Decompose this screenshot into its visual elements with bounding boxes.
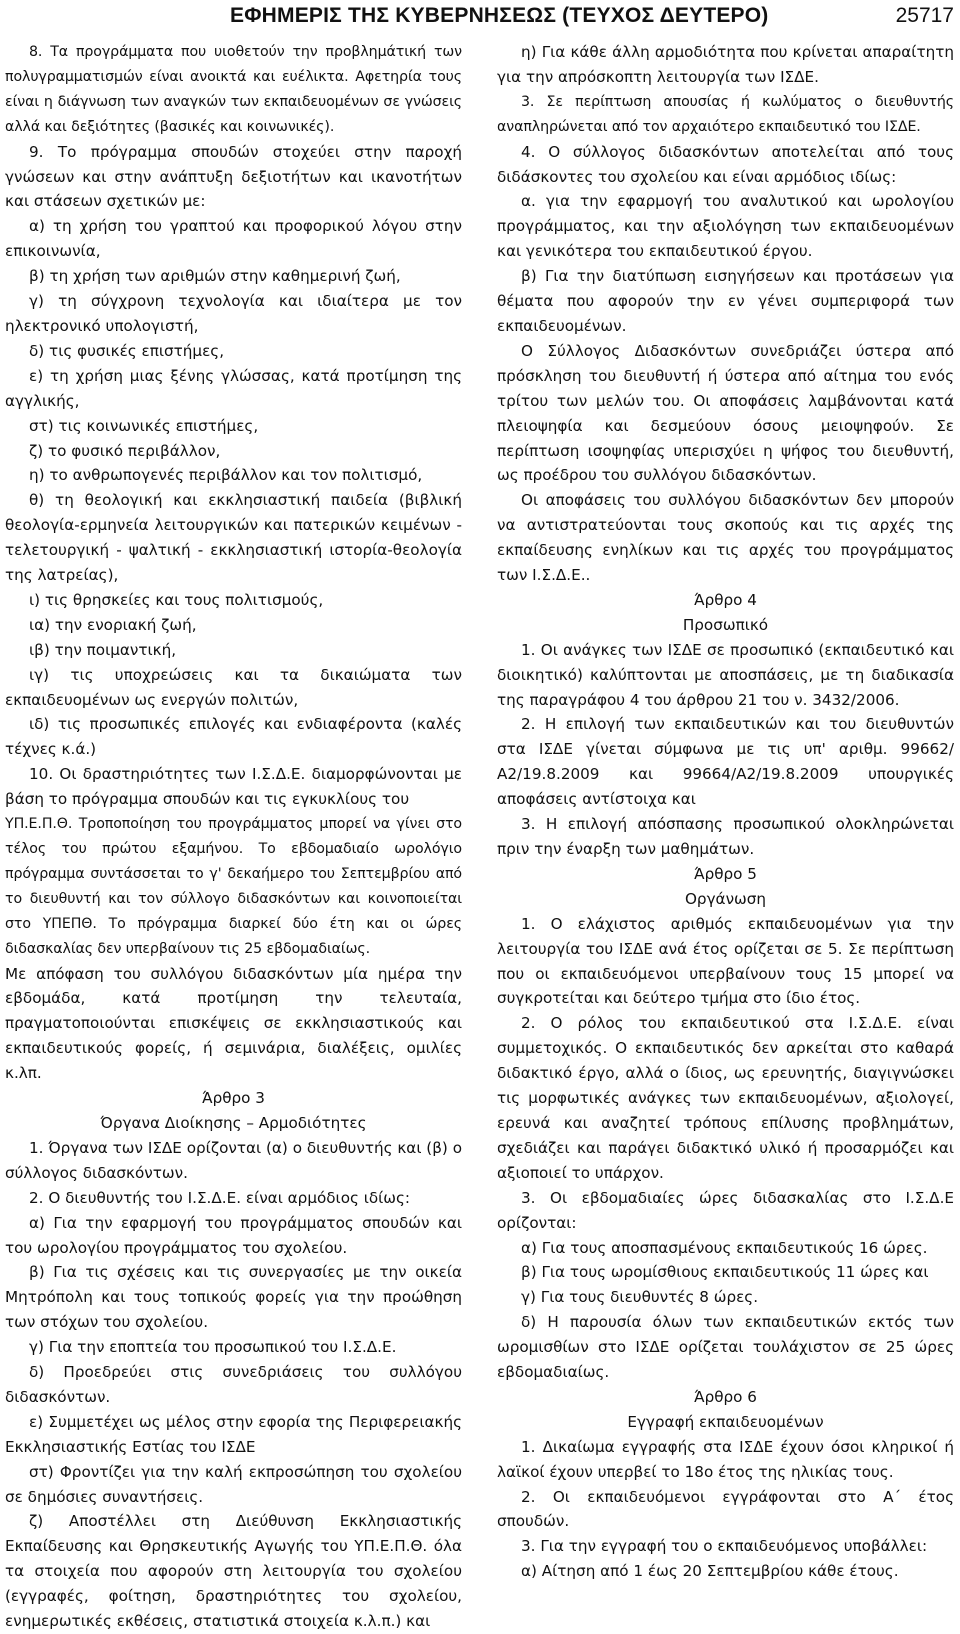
paragraph: 2. Οι εκπαιδευόμενοι εγγράφονται στο Α΄ έτος σπουδών.: [497, 1487, 954, 1531]
paragraph: β) τη χρήση των αριθμών στην καθημερινή ζωή,: [29, 267, 401, 286]
paragraph: γ) Για την εποπτεία του προσωπικού του Ι.Σ.Δ.Ε.: [29, 1338, 397, 1357]
paragraph: στ) τις κοινωνικές επιστήμες,: [29, 416, 259, 435]
paragraph: 9. Το πρόγραμμα σπουδών στοχεύει στην παροχή γνώσεων και στην ανάπτυξη δεξιοτήτων και ικανοτήτων και στάσεων σχετικών με:: [5, 142, 462, 211]
paragraph: β) Για τους ωρομίσθιους εκπαιδευτικούς 11 ώρες και: [521, 1263, 929, 1282]
paragraph: ζ) Αποστέλλει στη Διεύθυνση Εκκλησιαστικής Εκπαίδευσης και Θρησκευτικής Αγωγής του ΥΠ.Ε.Π.Θ. όλα τα στοιχεία που αφορούν στη λειτουργία του σχολείου (εγγραφές, φοίτηση, δραστηριότητες του σχολείου, ενημερωτικές εκθέσεις, στατιστικά στοιχεία κ.λ.π.) και: [5, 1512, 462, 1631]
section-heading: Άρθρο 6: [694, 1387, 757, 1406]
paragraph: α. για την εφαρμογή του αναλυτικού και ωρολογίου προγράμματος, και την αξιολόγηση των εκπαιδευομένων και γενικότερα του εκπαιδευτικού έργου.: [497, 192, 954, 261]
paragraph: 1. Ο ελάχιστος αριθμός εκπαιδευομένων για την λειτουργία του ΙΣΔΕ ανά έτος ορίζεται σε 5. Σε περίπτωση που οι εκπαιδευόμενοι υπερβαίνουν τους 15 μπορεί να συγκροτείται και δεύτερο τμήμα στο ίδιο έτος.: [497, 914, 954, 1008]
paragraph: α) τη χρήση του γραπτού και προφορικού λόγου στην επικοινωνία,: [5, 217, 462, 261]
paragraph: ε) Συμμετέχει ως μέλος στην εφορία της Περιφερειακής Εκκλησιαστικής Εστίας του ΙΣΔΕ: [5, 1412, 462, 1456]
right-column: [497, 40, 954, 1584]
paragraph: β) Για τις σχέσεις και τις συνεργασίες με την οικεία Μητρόπολη και τους τοπικούς φορείς για την προώθηση των στόχων του σχολείου.: [5, 1263, 462, 1332]
page-header: [0, 4, 960, 30]
paragraph: Οι αποφάσεις του συλλόγου διδασκόντων δεν μπορούν να αντιστρατεύονται τους σκοπούς και τις αρχές της εκπαίδευσης ενηλίκων και τις αρχές του προγράμματος των Ι.Σ.Δ.Ε..: [497, 491, 954, 585]
paragraph: 2. Ο ρόλος του εκπαιδευτικού στα Ι.Σ.Δ.Ε. είναι συμμετοχικός. Ο εκπαιδευτικός δεν αρκείται στο καθαρά διδακτικό έργο, αλλά ο ίδιος, ως ερευνητής, διαγιγνώσκει τις μορφωτικές ανάγκες των εκπαιδευομένων, αξιολογεί, ερευνά και αναζητεί τρόπους επίλυσης προβλημάτων, σχεδιάζει και παράγει διδακτικό υλικό ή προσαρμόζει και αξιοποιεί το υπάρχον.: [497, 1014, 954, 1182]
page-number: 25717: [895, 4, 954, 27]
section-heading: Άρθρο 5: [694, 864, 757, 883]
paragraph: ιγ) τις υποχρεώσεις και τα δικαιώματα των εκπαιδευομένων ως ενεργών πολιτών,: [5, 665, 462, 709]
paragraph: γ) Για τους διευθυντές 8 ώρες.: [521, 1288, 759, 1307]
paragraph: δ) Η παρουσία όλων των εκπαιδευτικών εκτός των ωρομισθίων στο ΙΣΔΕ ορίζεται τουλάχιστον σε 25 ώρες εβδομαδιαίως.: [497, 1313, 954, 1382]
paragraph: η) Για κάθε άλλη αρμοδιότητα που κρίνεται απαραίτητη για την απρόσκοπτη λειτουργία των ΙΣΔΕ.: [497, 43, 954, 86]
paragraph: 3. Σε περίπτωση απουσίας ή κωλύματος ο διευθυντής αναπληρώνεται από τον αρχαιότερο εκπαιδευτικό του ΙΣΔΕ.: [497, 93, 954, 135]
gazette-title: ΕΦΗΜΕΡΙΣ ΤΗΣ ΚΥΒΕΡΝΗΣΕΩΣ (ΤΕΥΧΟΣ ΔΕΥΤΕΡΟ): [230, 4, 769, 27]
paragraph: 1. Οι ανάγκες των ΙΣΔΕ σε προσωπικό (εκπαιδευτικό και διοικητικό) καλύπτονται με αποσπάσεις, με τη διαδικασία της παραγράφου 4 του άρθρου 21 του ν. 3432/2006.: [497, 640, 954, 709]
paragraph: 10. Οι δραστηριότητες των Ι.Σ.Δ.Ε. διαμορφώνονται με βάση το πρόγραμμα σπουδών και τις εγκυκλίους του: [5, 765, 462, 809]
paragraph: 3. Η επιλογή απόσπασης προσωπικού ολοκληρώνεται πριν την έναρξη των μαθημάτων.: [497, 815, 954, 858]
paragraph: 1. Δικαίωμα εγγραφής στα ΙΣΔΕ έχουν όσοι κληρικοί ή λαϊκοί έχουν υπερβεί το 18ο έτος της ηλικίας τους.: [497, 1437, 954, 1481]
section-heading: Οργάνωση: [684, 889, 767, 908]
paragraph: α) Για την εφαρμογή του προγράμματος σπουδών και του ωρολογίου προγράμματος του σχολείου.: [5, 1213, 462, 1257]
paragraph: ιδ) τις προσωπικές επιλογές και ενδιαφέροντα (καλές τέχνες κ.ά.): [5, 715, 462, 759]
paragraph: ε) τη χρήση μιας ξένης γλώσσας, κατά προτίμηση της αγγλικής,: [5, 366, 462, 410]
paragraph: ι) τις θρησκείες και τους πολιτισμούς,: [29, 590, 324, 609]
paragraph: δ) Προεδρεύει στις συνεδριάσεις του συλλόγου διδασκόντων.: [5, 1363, 462, 1406]
paragraph: Με απόφαση του συλλόγου διδασκόντων μία ημέρα την εβδομάδα, κατά προτίμηση την τελευταία, πραγματοποιούνται επισκέψεις σε εκκλησιαστικούς και εκπαιδευτικούς φορείς, ή σεμινάρια, διαλέξεις, ομιλίες κ.λπ.: [5, 964, 462, 1083]
paragraph: 8. Τα προγράμματα που υιοθετούν την προβλημάτική των πολυγραμματισμών είναι ανοικτά και ευέλικτα. Αφετηρία τους είναι η διάγνωση των αναγκών των εκπαιδευομένων σε γνώσεις αλλά και δεξιότητες (βασικές και κοινωνικές).: [5, 44, 462, 135]
paragraph: 1. Όργανα των ΙΣΔΕ ορίζονται (α) ο διευθυντής και (β) ο σύλλογος διδασκόντων.: [5, 1138, 462, 1182]
paragraph: θ) τη θεολογική και εκκλησιαστική παιδεία (βιβλική θεολογία-ερμηνεία λειτουργικών και πατερικών κειμένων - τελετουργική - ψαλτική - εκκλησιαστική ιστορία-θεολογία της λατρείας),: [5, 491, 462, 585]
paragraph: στ) Φροντίζει για την καλή εκπροσώπηση του σχολείου σε δημόσιες συναντήσεις.: [5, 1462, 462, 1506]
paragraph: α) Για τους αποσπασμένους εκπαιδευτικούς 16 ώρες.: [521, 1238, 928, 1257]
paragraph: γ) τη σύγχρονη τεχνολογία και ιδιαίτερα με τον ηλεκτρονικό υπολογιστή,: [5, 292, 462, 335]
paragraph: Ο Σύλλογος Διδασκόντων συνεδριάζει ύστερα από πρόσκληση του διευθυντή ή ύστερα από αίτημα του ενός τρίτου των μελών του. Οι αποφάσεις λαμβάνονται κατά πλειοψηφία και δεσμεύουν όσους μειοψηφούν. Σε περίπτωση ισοψηφίας υπερισχύει η ψήφος του διευθυντή, ως προέδρου του συλλόγου διδασκόντων.: [497, 341, 954, 485]
section-heading: Όργανα Διοίκησης – Αρμοδιότητες: [100, 1113, 367, 1132]
paragraph: ιβ) την ποιμαντική,: [29, 640, 177, 659]
section-heading: Προσωπικό: [682, 615, 769, 634]
paragraph: α) Αίτηση από 1 έως 20 Σεπτεμβρίου κάθε έτους.: [521, 1562, 899, 1581]
paragraph: 4. Ο σύλλογος διδασκόντων αποτελείται από τους διδάσκοντες του σχολείου και είναι αρμόδιος ιδίως:: [497, 142, 954, 186]
paragraph: ΥΠ.Ε.Π.Θ. Τροποποίηση του προγράμματος μπορεί να γίνει στο τέλος του πρώτου εξαμήνου. Το εβδομαδιαίο ωρολόγιο πρόγραμμα συντάσσεται το γ' δεκαήμερο του Σεπτεμβρίου από το διευθυντή και τον σύλλογο διδασκόντων και κοινοποιείται στο ΥΠΕΠΘ. Το πρόγραμμα διαρκεί δύο έτη και οι ώρες διδασκαλίας δεν υπερβαίνουν τις 25 εβδομαδιαίως.: [5, 816, 462, 957]
paragraph: δ) τις φυσικές επιστήμες,: [29, 341, 225, 360]
left-column: [5, 40, 462, 1634]
paragraph: ζ) το φυσικό περιβάλλον,: [29, 441, 221, 460]
paragraph: β) Για την διατύπωση εισηγήσεων και προτάσεων για θέματα που αφορούν την εν γένει συμπεριφορά των εκπαιδευομένων.: [497, 267, 954, 335]
paragraph: 3. Για την εγγραφή του ο εκπαιδευόμενος υποβάλλει:: [521, 1537, 928, 1556]
section-heading: Άρθρο 3: [202, 1089, 265, 1108]
paragraph: 2. Η επιλογή των εκπαιδευτικών και του διευθυντών στα ΙΣΔΕ γίνεται σύμφωνα με τις υπ' αριθμ. 99662/Α2/19.8.2009 και 99664/Α2/19.8.2009 υπουργικές αποφάσεις αντίστοιχα και: [497, 715, 954, 809]
section-heading: Εγγραφή εκπαιδευομένων: [627, 1412, 824, 1431]
paragraph: 2. Ο διευθυντής του Ι.Σ.Δ.Ε. είναι αρμόδιος ιδίως:: [29, 1188, 411, 1207]
paragraph: ια) την ενοριακή ζωή,: [29, 615, 197, 634]
paragraph: 3. Οι εβδομαδιαίες ώρες διδασκαλίας στο Ι.Σ.Δ.Ε ορίζονται:: [497, 1188, 954, 1232]
paragraph: η) το ανθρωπογενές περιβάλλον και τον πολιτισμό,: [29, 466, 423, 485]
section-heading: Άρθρο 4: [694, 590, 757, 609]
